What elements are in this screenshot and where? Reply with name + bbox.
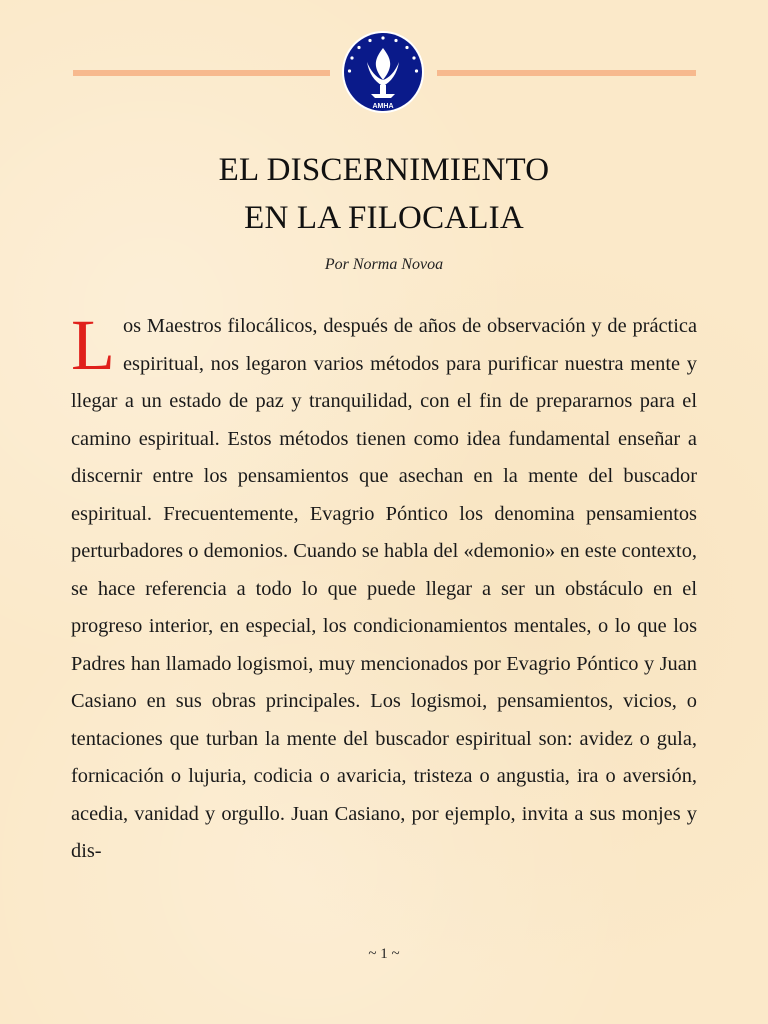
author-byline: Por Norma Novoa xyxy=(324,256,444,273)
body-text: os Maestros filocálicos, después de años de observación y de práctica espiritual, nos legaron varios métodos para purificar nuestra mente y llegar a un estado de paz y tranquilidad, con el fin de prepararnos para el camino espiritual. Estos métodos tienen como idea fundamental enseñar a discernir entre los pensamientos que asechan en la mente del buscador espiritual. Frecuentemente, Evagrio Póntico los denomina pensamientos perturbadores o demonios. Cuando se habla del «demonio» en este contexto, se hace referencia a todo lo que puede llegar a ser un obstáculo en el progreso interior, en especial, los condicionamientos mentales, o lo que los Padres han llamado logismoi, muy mencionados por Evagrio Póntico y Juan Casiano en sus obras principales. Los logismoi, pensamientos, vicios, o tentaciones que turban la mente del buscador espiritual son: avidez o gula, fornicación o lujuria, codicia o avaricia, tristeza o angustia, ira o aversión, acedia, vanidad y orgullo. Juan Casiano, por ejemplo, invita a sus monjes y dis- xyxy=(71,315,697,862)
page-number: ~ 1 ~ xyxy=(368,946,400,962)
header-rule-right xyxy=(437,70,696,76)
document-title xyxy=(0,146,768,242)
drop-cap: L xyxy=(71,305,115,385)
body-paragraph xyxy=(71,305,697,871)
title-line-2: EN LA FILOCALIA xyxy=(244,200,524,236)
svg-text:AMHA: AMHA xyxy=(372,103,394,110)
amha-logo xyxy=(341,30,425,114)
title-line-1: EL DISCERNIMIENTO xyxy=(218,152,550,188)
header-rule-left xyxy=(73,70,330,76)
